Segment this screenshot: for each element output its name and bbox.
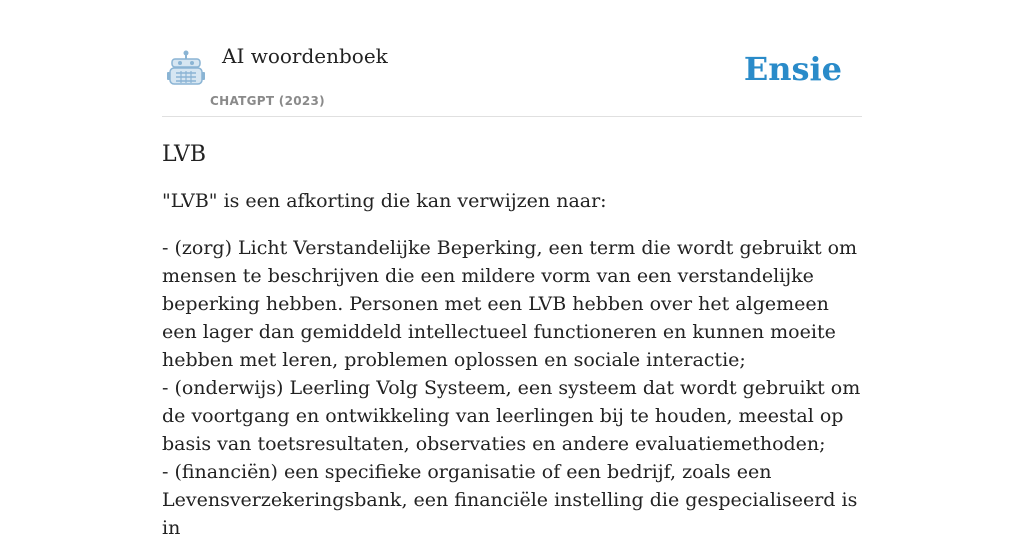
robot-icon [166, 50, 206, 90]
definition-item: - (zorg) Licht Verstandelijke Beperking, een term die wordt gebruikt om mensen te beschrijven die een mildere vorm van een verstandelijke beperking hebben. Personen met een LVB hebben over het algemeen een lager dan gemiddeld intellectueel functioneren en kunnen moeite hebben met leren, problemen oplossen en sociale interactie; [162, 237, 858, 371]
dictionary-title[interactable]: AI woordenboek [222, 44, 388, 68]
entry-content [162, 138, 862, 542]
dictionary-source: CHATGPT (2023) [210, 94, 325, 108]
entry-term: LVB [162, 142, 207, 167]
definition-item: - (onderwijs) Leerling Volg Systeem, een systeem dat wordt gebruikt om de voortgang en ontwikkeling van leerlingen bij te houden, meestal op basis van toetsresultaten, observaties en andere evaluatiemethoden; [162, 377, 861, 455]
header [162, 0, 862, 117]
definition-item: - (financiën) een specifieke organisatie of een bedrijf, zoals een Levensverzekeringsbank, een financiële instelling die gespecialiseerd is in [162, 461, 858, 539]
entry-intro: "LVB" is een afkorting die kan verwijzen naar: [162, 190, 607, 212]
brand-logo[interactable]: Ensie [743, 50, 842, 88]
